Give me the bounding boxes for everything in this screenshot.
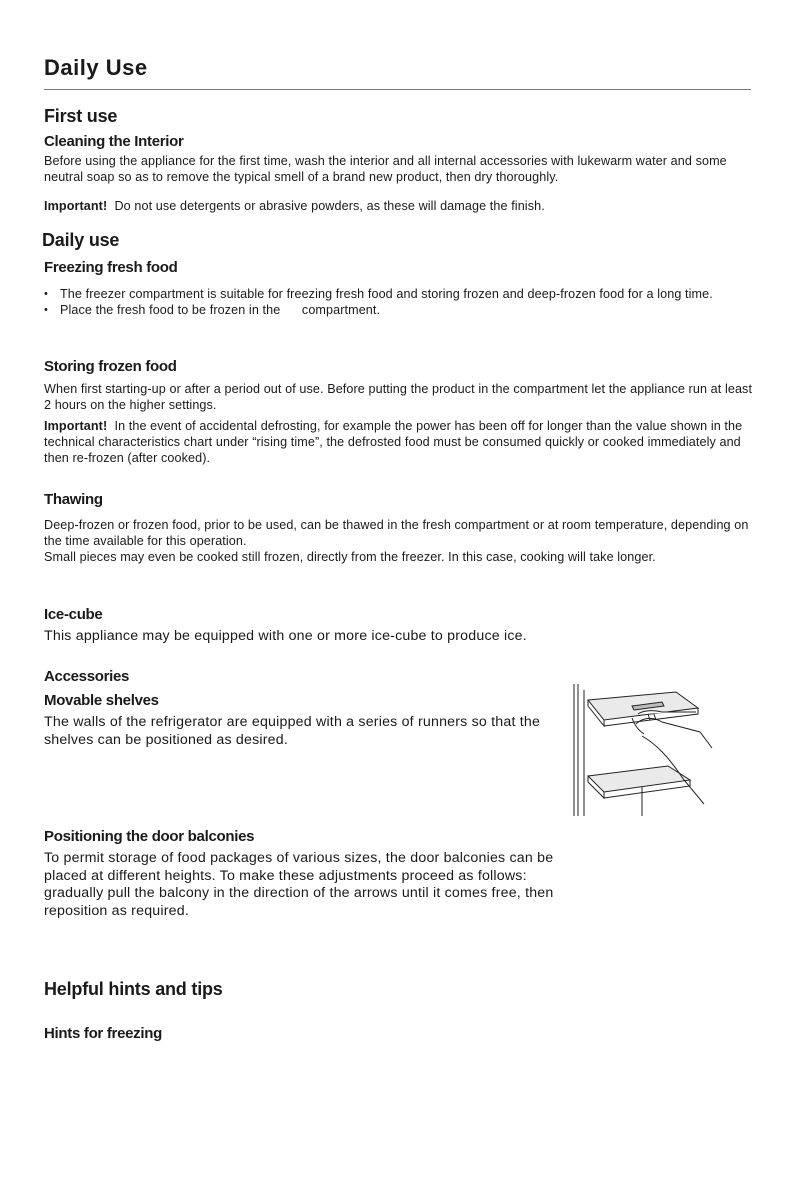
movable-shelves-text: The walls of the refrigerator are equipped with a series of runners so that the shelves can be positioned as desired. xyxy=(44,714,541,748)
ice-cube-heading: Ice-cube xyxy=(44,606,103,623)
important-label: Important! xyxy=(44,199,108,213)
freezing-bullet-list xyxy=(44,286,754,318)
storing-important-note xyxy=(44,418,756,466)
freezing-fresh-food-heading: Freezing fresh food xyxy=(44,259,178,276)
thawing-text: Deep-frozen or frozen food, prior to be used, can be thawed in the fresh compartment or at room temperature, depending on the time available for this operation. xyxy=(44,518,749,548)
list-item: • Place the fresh food to be frozen in the compartment. xyxy=(44,302,754,318)
important-text: In the event of accidental defrosting, for example the power has been off for longer than the value shown in the technical characteristics chart under “rising time”, the defrosted food must be consumed quickly or cooked immediately and then re-frozen (after cooked). xyxy=(44,419,743,465)
accessories-heading: Accessories xyxy=(44,668,130,685)
shelf-illustration xyxy=(572,684,718,818)
thawing-text-small-pieces: Small pieces may even be cooked still frozen, directly from the freezer. In this case, cooking will take longer. xyxy=(44,550,656,564)
list-item: • The freezer compartment is suitable for freezing fresh food and storing frozen and deep-frozen food for a long time. xyxy=(44,286,754,302)
title-divider xyxy=(44,89,751,90)
thawing-heading: Thawing xyxy=(44,491,103,508)
hints-for-freezing-heading: Hints for freezing xyxy=(44,1025,162,1042)
page-title: Daily Use xyxy=(44,55,148,80)
ice-cube-text: This appliance may be equipped with one or more ice-cube to produce ice. xyxy=(44,628,527,644)
storing-frozen-food-heading: Storing frozen food xyxy=(44,358,177,375)
storing-frozen-food-text: When first starting-up or after a period out of use. Before putting the product in the compartment let the appliance run at least 2 hours on the higher settings. xyxy=(44,382,753,412)
cleaning-important-note xyxy=(44,198,756,214)
helpful-hints-heading: Helpful hints and tips xyxy=(44,979,223,999)
important-text: Do not use detergents or abrasive powders, as these will damage the finish. xyxy=(114,199,545,213)
cleaning-interior-text: Before using the appliance for the first time, wash the interior and all internal accessories with lukewarm water and some neutral soap so as to remove the typical smell of a brand new product, then dry thoroughly. xyxy=(44,154,727,184)
door-balconies-heading: Positioning the door balconies xyxy=(44,828,255,845)
important-label: Important! xyxy=(44,419,108,433)
door-balconies-text: To permit storage of food packages of various sizes, the door balconies can be placed at different heights. To make these adjustments proceed as follows: gradually pull the balcony in the direction of the arrows until it comes free, then reposition as required. xyxy=(44,850,554,919)
daily-use-heading: Daily use xyxy=(42,230,120,250)
first-use-heading: First use xyxy=(44,106,118,126)
movable-shelves-heading: Movable shelves xyxy=(44,692,159,709)
cleaning-interior-heading: Cleaning the Interior xyxy=(44,133,184,150)
